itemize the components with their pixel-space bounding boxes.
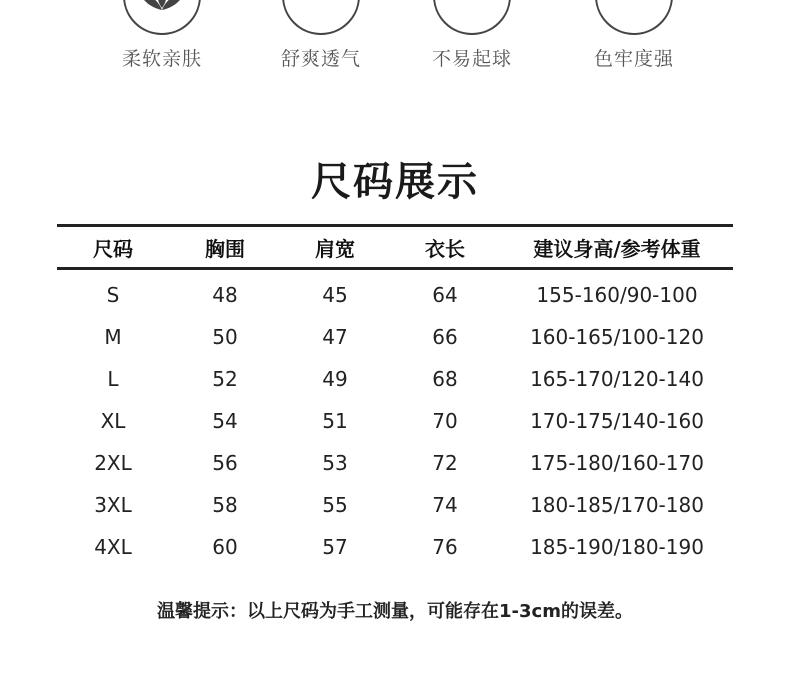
cell-shoulder: 53: [322, 451, 348, 475]
cell-length: 76: [432, 535, 458, 559]
cell-chest: 58: [212, 493, 238, 517]
cell-height-weight: 175-180/160-170: [530, 451, 704, 475]
header-shoulder: 肩宽: [315, 236, 355, 261]
cell-shoulder: 49: [322, 367, 348, 391]
feature-colorfast: [564, 0, 704, 80]
header-length: 衣长: [425, 236, 465, 261]
cell-size: S: [106, 283, 120, 307]
cell-length: 68: [432, 367, 458, 391]
cell-height-weight: 185-190/180-190: [530, 535, 704, 559]
table-row: [57, 269, 733, 317]
table-row: [57, 484, 733, 526]
page-title: 尺码展示: [311, 159, 479, 205]
table-row: [57, 358, 733, 400]
cell-length: 66: [432, 325, 458, 349]
feature-label: 不易起球: [431, 48, 512, 70]
table-row: [57, 442, 733, 484]
cell-chest: 60: [212, 535, 238, 559]
cell-shoulder: 51: [322, 409, 348, 433]
feature-label: 柔软亲肤: [121, 48, 202, 70]
cell-height-weight: 170-175/140-160: [530, 409, 704, 433]
cell-height-weight: 165-170/120-140: [530, 367, 704, 391]
cell-chest: 52: [212, 367, 238, 391]
cell-length: 74: [432, 493, 458, 517]
feature-label: 舒爽透气: [280, 48, 361, 70]
feature-anti-pilling: [402, 0, 542, 80]
table-row: [57, 400, 733, 442]
feature-soft: [92, 0, 232, 80]
cell-size: M: [104, 325, 122, 349]
cell-height-weight: 160-165/100-120: [530, 325, 704, 349]
lotus-icon: [120, 0, 204, 36]
cell-height-weight: 180-185/170-180: [530, 493, 704, 517]
table-row: [57, 526, 733, 568]
cell-shoulder: 55: [322, 493, 348, 517]
cell-shoulder: 45: [322, 283, 348, 307]
cell-chest: 50: [212, 325, 238, 349]
cell-chest: 48: [212, 283, 238, 307]
cell-length: 72: [432, 451, 458, 475]
breathable-arrows-icon: [279, 0, 363, 36]
anti-pilling-icon: [430, 0, 514, 36]
header-height-weight: 建议身高/参考体重: [533, 236, 701, 261]
cell-size: XL: [100, 409, 126, 433]
cell-shoulder: 47: [322, 325, 348, 349]
size-table: [57, 224, 733, 568]
measurement-note: 温馨提示：以上尺码为手工测量，可能存在1-3cm的误差。: [157, 601, 633, 622]
feature-strip: [0, 0, 790, 80]
cell-chest: 54: [212, 409, 238, 433]
feature-label: 色牢度强: [593, 48, 674, 70]
table-row: [57, 316, 733, 358]
cell-size: 3XL: [94, 493, 132, 517]
header-chest: 胸围: [205, 236, 245, 261]
cell-size: L: [107, 367, 119, 391]
cell-length: 64: [432, 283, 458, 307]
cell-chest: 56: [212, 451, 238, 475]
cell-size: 2XL: [94, 451, 132, 475]
feature-breathable: [251, 0, 391, 80]
header-size: 尺码: [93, 236, 133, 261]
cell-shoulder: 57: [322, 535, 348, 559]
colorfast-icon: [592, 0, 676, 36]
cell-size: 4XL: [94, 535, 132, 559]
cell-height-weight: 155-160/90-100: [536, 283, 698, 307]
cell-length: 70: [432, 409, 458, 433]
table-header-row: [57, 226, 733, 269]
